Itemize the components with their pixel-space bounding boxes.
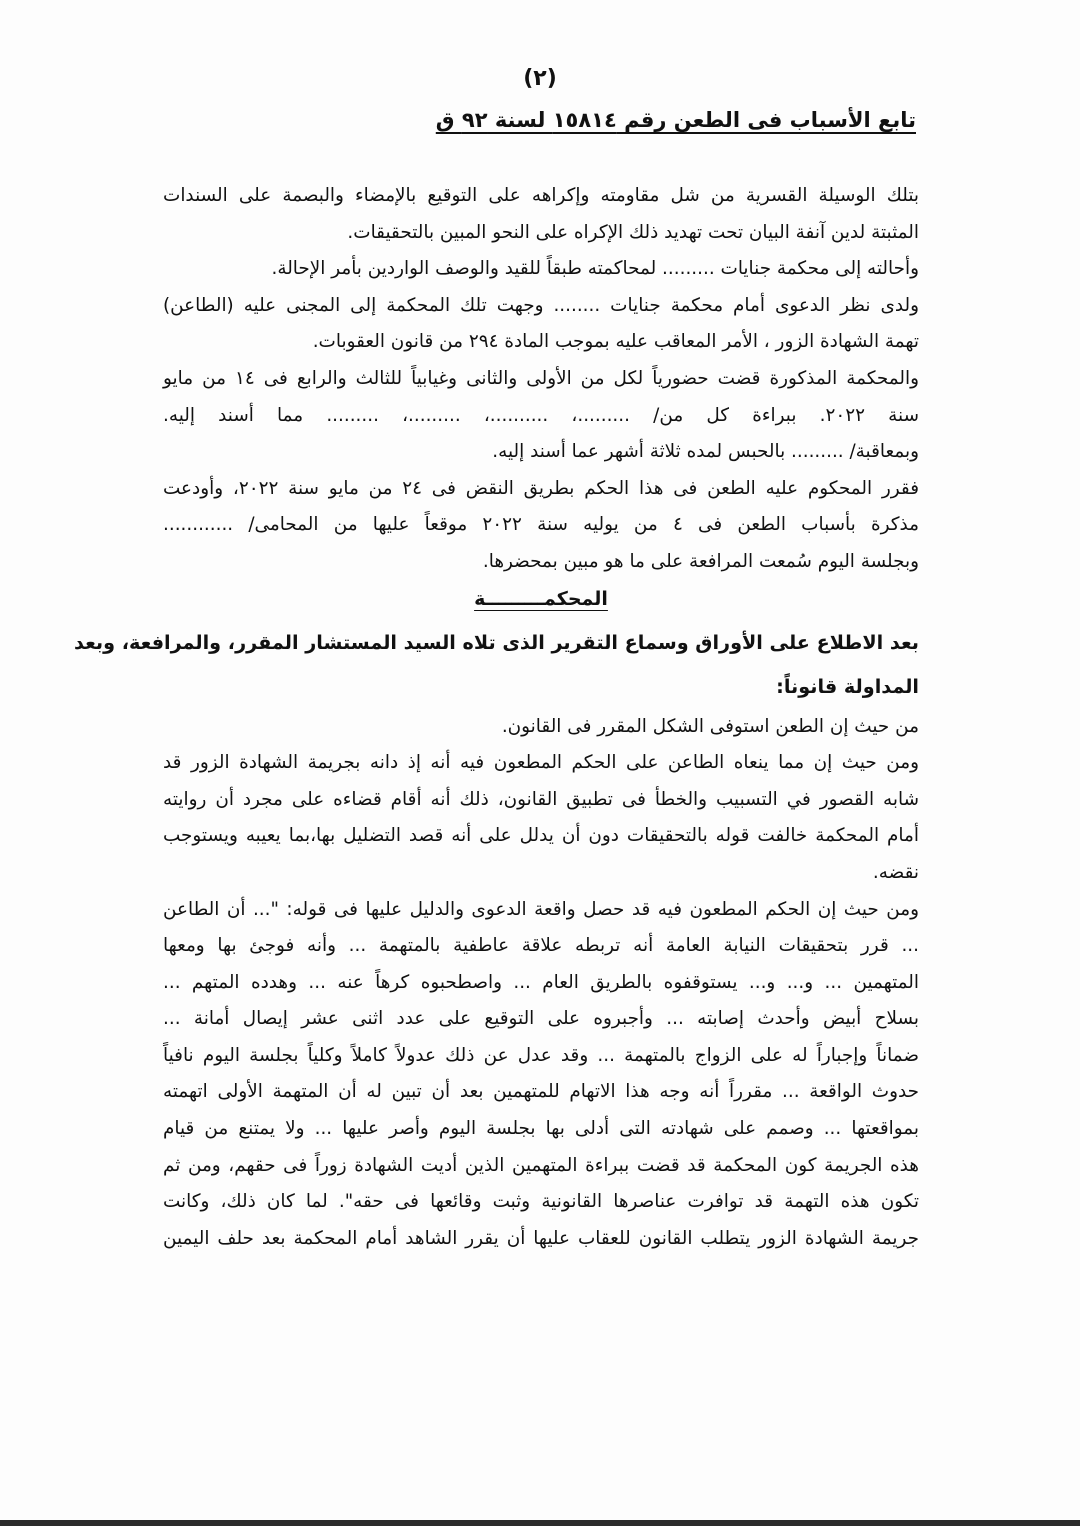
text-line: ومن حيث إن الحكم المطعون فيه قد حصل واقعة الدعوى والدليل عليها فى قوله: "... أن الطاعن xyxy=(163,898,919,920)
text-line: وأحالته إلى محكمة جنايات ......... لمحاكمته طبقاً للقيد والوصف الواردين بأمر الإحالة. xyxy=(271,258,919,280)
text-line: سنة ٢٠٢٢. ببراءة كل من/ .........، ..........، .........، ......... مما أسند إليه. xyxy=(163,404,919,426)
text-line: هذه الجريمة كون المحكمة قد قضت ببراءة المتهمين الذين أديت الشهادة زوراً فى حقهم، ومن ثم xyxy=(163,1154,919,1176)
text-line: مذكرة بأسباب الطعن فى ٤ من يوليه سنة ٢٠٢٢ موقعاً عليها من المحامى/ ............ xyxy=(163,514,919,536)
text-line: وبجلسة اليوم سُمعت المرافعة على ما هو مبين بمحضرها. xyxy=(482,550,919,572)
document-body xyxy=(73,178,919,1257)
text-line: وبمعاقبة/ ......... بالحبس لمده ثلاثة أشهر عما أسند إليه. xyxy=(492,441,919,463)
page-number: (٢) xyxy=(523,66,557,91)
text-line: ... قرر بتحقيقات النيابة العامة أنه تربطه علاقة عاطفية بالمتهمة ... وأنه فوجئ بها ومعها xyxy=(163,935,919,957)
text-line: شابه القصور في التسبيب والخطأ فى تطبيق القانون، ذلك أنه أقام قضاءه على مجرد أن روايته xyxy=(163,788,919,810)
text-line: ولدى نظر الدعوى أمام محكمة جنايات ........ وجهت تلك المحكمة إلى المجنى عليه (الطاعن) xyxy=(163,294,919,316)
text-line: بتلك الوسيلة القسرية من شل مقاومته وإكراهه على التوقيع بالإمضاء والبصمة على السندات xyxy=(163,185,919,206)
court-section-heading: المحكمـــــــــة xyxy=(474,587,608,610)
text-line: تكون هذه التهمة قد توافرت عناصرها القانونية وثبت وقائعها فى حقه". لما كان ذلك، وكانت xyxy=(163,1191,919,1213)
text-line: حدوث الواقعة ... مقرراً أنه وجه هذا الاتهام للمتهمين بعد أن تبين له أن المتهمة الأولى اتهمته xyxy=(163,1081,919,1103)
text-line: ومن حيث إن مما ينعاه الطاعن على الحكم المطعون فيه أنه إذ دانه بجريمة الشهادة الزور قد xyxy=(163,752,919,774)
text-line: فقرر المحكوم عليه الطعن فى هذا الحكم بطريق النقض فى ٢٤ من مايو سنة ٢٠٢٢، وأودعت xyxy=(163,477,919,499)
page-bottom-edge xyxy=(0,1520,1080,1526)
text-line: بعد الاطلاع على الأوراق وسماع التقرير الذى تلاه السيد المستشار المقرر، والمرافعة، وبعد xyxy=(73,630,919,654)
text-line: المثبتة لدين آنفة البيان تحت تهديد ذلك الإكراه على النحو المبين بالتحقيقات. xyxy=(347,221,919,243)
text-line: المتهمين ... و... و... يستوقفوه بالطريق العام ... واصطحبوه كرهاً عنه ... وهدده المتهم ... xyxy=(163,971,919,993)
text-line: بسلاح أبيض وأحدث إصابته ... وأجبروه على التوقيع على عدد اثنى عشر إيصال أمانة ... xyxy=(163,1008,919,1030)
text-line: أمام المحكمة خالفت قوله بالتحقيقات دون أن يدلل على أنه قصد التضليل بها،بما يعيبه ويستوجب xyxy=(163,825,919,847)
text-line: ضماناً وإجباراً له على الزواج بالمتهمة ... وقد عدل عن ذلك عدولاً كاملاً وكلياً بجلسة اليوم نافياً xyxy=(163,1044,919,1066)
text-line: جريمة الشهادة الزور يتطلب القانون للعقاب عليها أن يقرر الشاهد أمام المحكمة بعد حلف اليمين xyxy=(163,1227,919,1249)
text-line: المداولة قانوناً: xyxy=(776,674,919,698)
text-line: من حيث إن الطعن استوفى الشكل المقرر فى القانون. xyxy=(501,715,919,737)
text-line: نقضه. xyxy=(872,861,919,883)
text-line: بمواقعتها ... وصمم على شهادته التى أدلى بها بجلسة اليوم وأصر عليها ... ولا يمتنع من قيام xyxy=(163,1118,919,1140)
page-header-title: تابع الأسباب فى الطعن رقم ١٥٨١٤ لسنة ٩٢ ق xyxy=(435,108,916,132)
text-line: تهمة الشهادة الزور ، الأمر المعاقب عليه بموجب المادة ٢٩٤ من قانون العقوبات. xyxy=(312,331,919,353)
text-line: والمحكمة المذكورة قضت حضورياً لكل من الأولى والثانى وغيابياً للثالث والرابع فى ١٤ من مايو xyxy=(163,367,919,389)
